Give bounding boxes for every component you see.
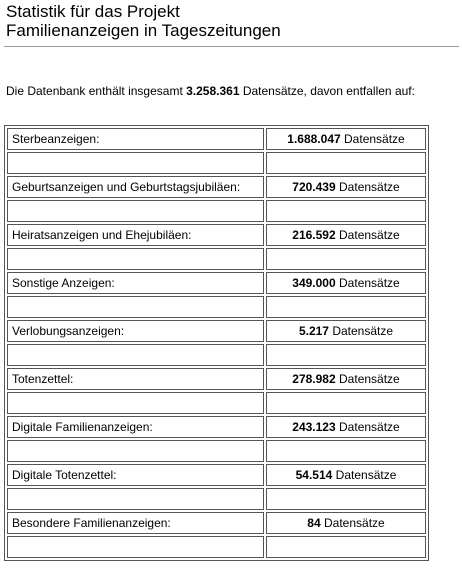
category-count: 216.592	[292, 228, 336, 242]
empty-cell	[7, 536, 264, 558]
category-label: Digitale Familienanzeigen:	[7, 416, 264, 438]
category-count-cell	[266, 272, 426, 294]
intro-prefix: Die Datenbank enthält insgesamt	[6, 84, 187, 98]
category-label: Sonstige Anzeigen:	[7, 272, 264, 294]
table-row	[7, 464, 426, 486]
spacer-row	[7, 536, 426, 558]
category-count: 5.217	[298, 324, 329, 338]
category-count: 720.439	[292, 180, 336, 194]
spacer-row	[7, 248, 426, 270]
intro-suffix: Datensätze, davon entfallen auf:	[239, 84, 415, 98]
unit-label: Datensätze	[339, 372, 400, 386]
category-count-cell	[266, 176, 426, 198]
category-count: 278.982	[292, 372, 336, 386]
empty-cell	[7, 296, 264, 318]
empty-cell	[266, 440, 426, 462]
title-divider	[4, 46, 459, 47]
category-count-cell	[266, 512, 426, 534]
empty-cell	[266, 488, 426, 510]
category-label: Digitale Totenzettel:	[7, 464, 264, 486]
intro-text	[6, 84, 415, 99]
category-count-cell	[266, 416, 426, 438]
category-count-cell	[266, 368, 426, 390]
empty-cell	[7, 488, 264, 510]
unit-label: Datensätze	[339, 228, 400, 242]
category-label: Verlobungsanzeigen:	[7, 320, 264, 342]
spacer-row	[7, 152, 426, 174]
unit-label: Datensätze	[332, 324, 394, 338]
empty-cell	[266, 392, 426, 414]
unit-label: Datensätze	[339, 180, 400, 194]
statistics-table	[4, 125, 429, 561]
page-title	[6, 2, 281, 40]
unit-label: Datensätze	[339, 276, 400, 290]
category-label: Besondere Familienanzeigen:	[7, 512, 264, 534]
spacer-row	[7, 200, 426, 222]
empty-cell	[266, 248, 426, 270]
empty-cell	[266, 536, 426, 558]
empty-cell	[7, 200, 264, 222]
spacer-row	[7, 440, 426, 462]
category-label: Heiratsanzeigen und Ehejubiläen:	[7, 224, 264, 246]
category-count-cell	[266, 224, 426, 246]
page-title-line-1: Statistik für das Projekt	[6, 2, 180, 21]
category-count: 1.688.047	[287, 132, 341, 146]
unit-label: Datensätze	[335, 468, 397, 482]
category-count-cell	[266, 320, 426, 342]
category-label: Sterbeanzeigen:	[7, 128, 264, 150]
category-count: 349.000	[292, 276, 336, 290]
category-count: 243.123	[292, 420, 336, 434]
spacer-row	[7, 488, 426, 510]
intro-total-count: 3.258.361	[186, 84, 240, 98]
unit-label: Datensätze	[324, 516, 385, 530]
table-row	[7, 224, 426, 246]
unit-label: Datensätze	[344, 132, 405, 146]
empty-cell	[266, 296, 426, 318]
empty-cell	[266, 200, 426, 222]
page-title-line-2: Familienanzeigen in Tageszeitungen	[6, 21, 281, 40]
category-count: 54.514	[295, 468, 333, 482]
table-row	[7, 272, 426, 294]
spacer-row	[7, 392, 426, 414]
empty-cell	[7, 392, 264, 414]
category-count-cell	[266, 464, 426, 486]
table-row	[7, 416, 426, 438]
empty-cell	[7, 344, 264, 366]
empty-cell	[7, 248, 264, 270]
table-row	[7, 320, 426, 342]
empty-cell	[266, 344, 426, 366]
category-count-cell	[266, 128, 426, 150]
category-label: Totenzettel:	[7, 368, 264, 390]
unit-label: Datensätze	[339, 420, 400, 434]
spacer-row	[7, 296, 426, 318]
empty-cell	[266, 152, 426, 174]
category-label: Geburtsanzeigen und Geburtstagsjubiläen:	[7, 176, 264, 198]
table-row	[7, 512, 426, 534]
table-row	[7, 368, 426, 390]
category-count: 84	[307, 516, 321, 530]
table-row	[7, 128, 426, 150]
spacer-row	[7, 344, 426, 366]
table-row	[7, 176, 426, 198]
empty-cell	[7, 440, 264, 462]
empty-cell	[7, 152, 264, 174]
